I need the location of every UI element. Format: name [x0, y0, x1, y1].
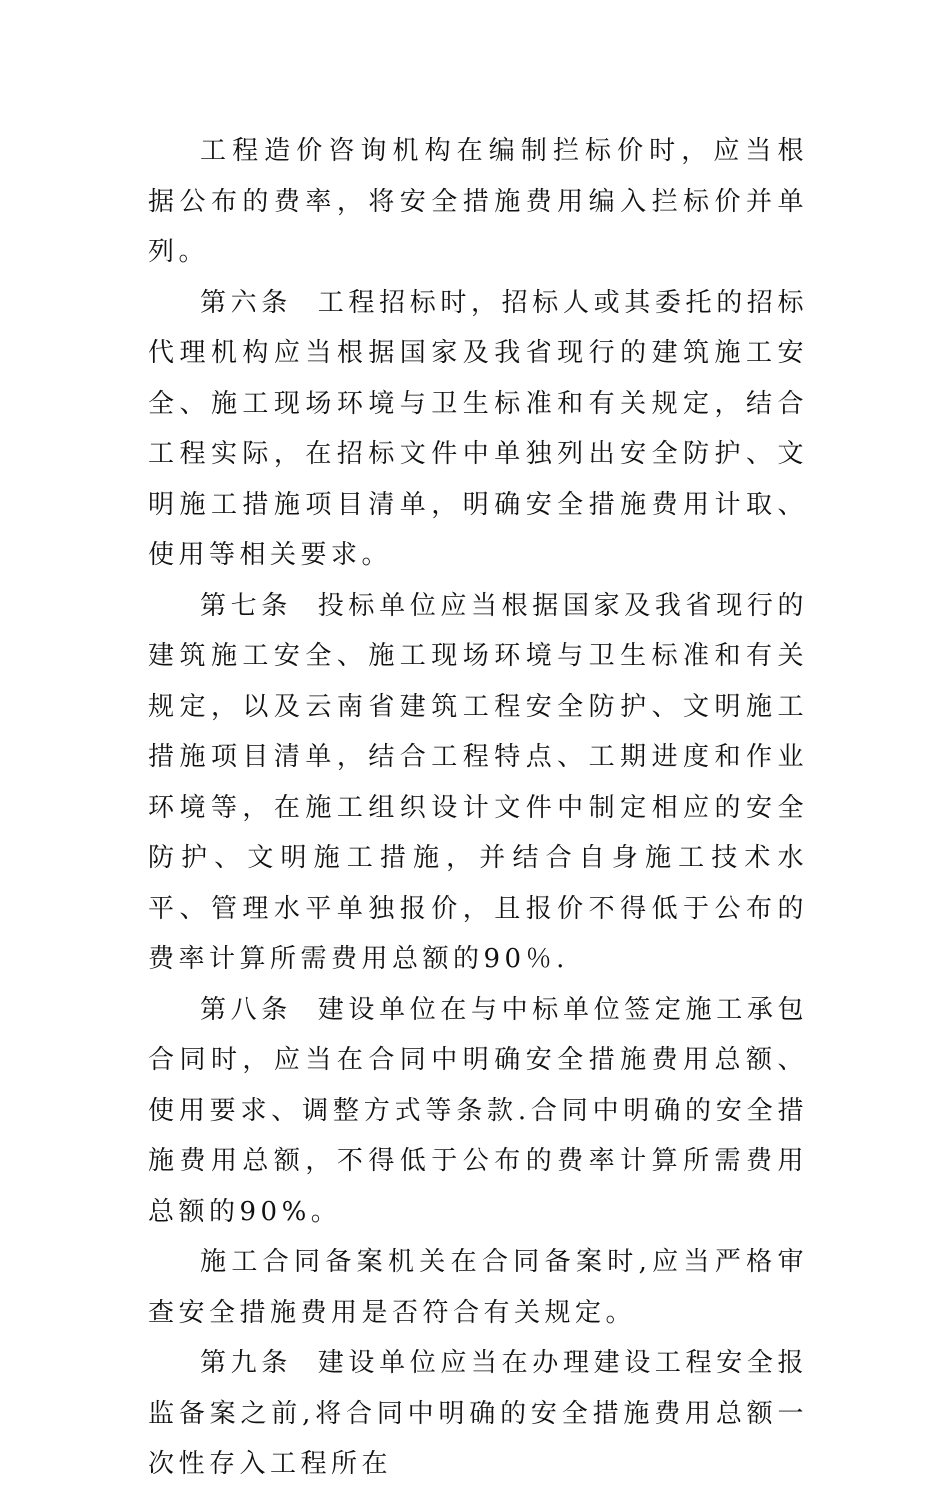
paragraph-article-7: 第七条 投标单位应当根据国家及我省现行的建筑施工安全、施工现场环境与卫生标准和有关规定，以及云南省建筑工程安全防护、文明施工措施项目清单，结合工程特点、工期进度和作业环境等，在施工组织设计文件中制定相应的安全防护、文明施工措施，并结合自身施工技术水平、管理水平单独报价，且报价不得低于公布的费率计算所需费用总额的90％. — [148, 590, 808, 974]
paragraph-article-9: 第九条 建设单位应当在办理建设工程安全报监备案之前,将合同中明确的安全措施费用总额一次性存入工程所在 — [148, 1348, 808, 1479]
document-body — [148, 126, 808, 1490]
paragraph-contract-filing: 施工合同备案机关在合同备案时,应当严格审查安全措施费用是否符合有关规定。 — [148, 1247, 808, 1328]
paragraph-article-6: 第六条 工程招标时，招标人或其委托的招标代理机构应当根据国家及我省现行的建筑施工安全、施工现场环境与卫生标准和有关规定，结合工程实际，在招标文件中单独列出安全防护、文明施工措施项目清单，明确安全措施费用计取、使用等相关要求。 — [148, 287, 808, 570]
paragraph-pricing-agency: 工程造价咨询机构在编制拦标价时，应当根据公布的费率，将安全措施费用编入拦标价并单列。 — [148, 136, 808, 267]
paragraph-article-8: 第八条 建设单位在与中标单位签定施工承包合同时，应当在合同中明确安全措施费用总额、使用要求、调整方式等条款.合同中明确的安全措施费用总额，不得低于公布的费率计算所需费用总额的90%。 — [148, 994, 808, 1227]
